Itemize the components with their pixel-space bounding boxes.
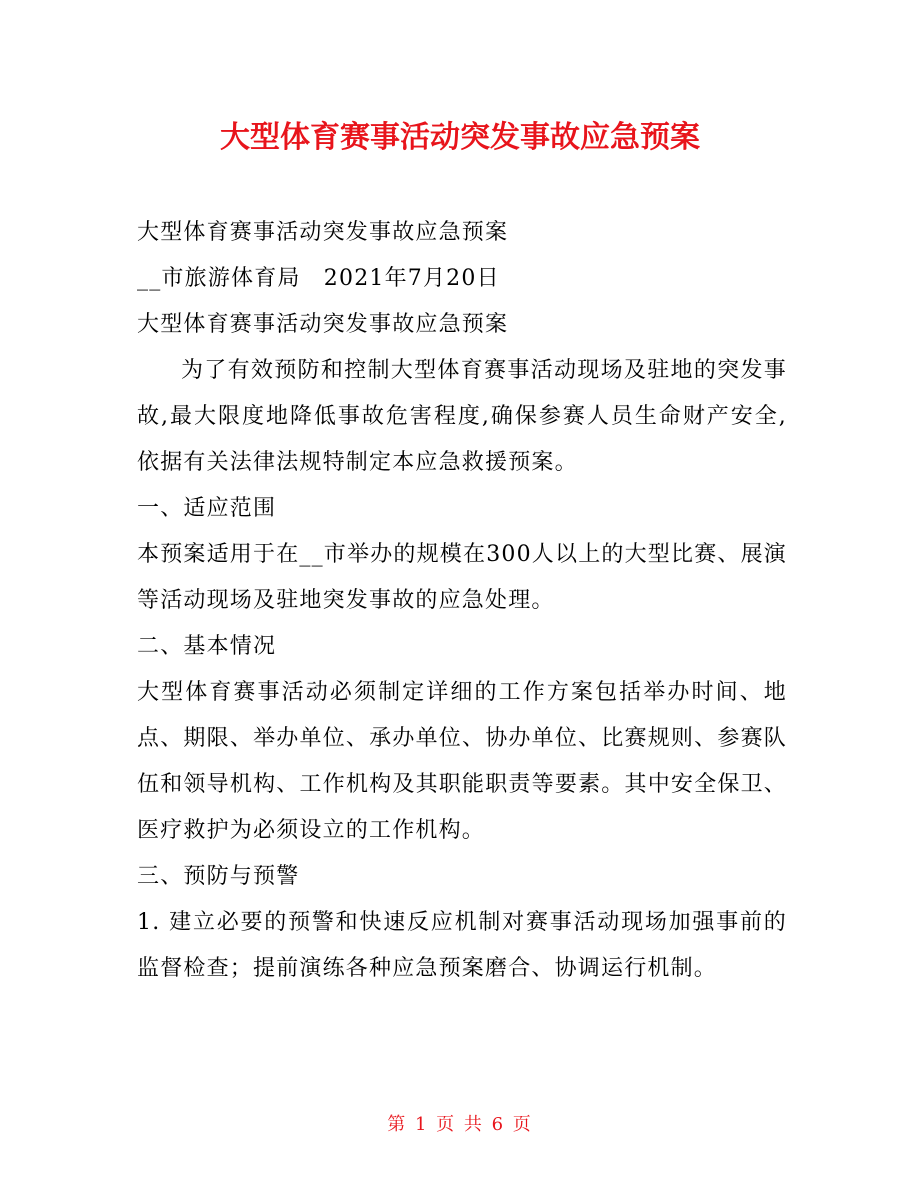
section-heading-scope: 一、适应范围 — [137, 496, 277, 521]
document-body — [137, 210, 787, 992]
intro-paragraph: 为了有效预防和控制大型体育赛事活动现场及驻地的突发事故,最大限度地降低事故危害程度,确保参赛人员生命财产安全,依据有关法律法规特制定本应急救援预案。 — [137, 358, 787, 475]
section-body-scope: 本预案适用于在__市举办的规模在300人以上的大型比赛、展演等活动现场及驻地突发事故的应急处理。 — [137, 542, 787, 613]
page-footer — [0, 1112, 920, 1138]
subtitle-line-repeat: 大型体育赛事活动突发事故应急预案 — [137, 312, 509, 337]
section-heading-prevention: 三、预防与预警 — [137, 864, 300, 889]
page-number-label: 第 1 页 共 6 页 — [387, 1114, 533, 1135]
section-heading-basics: 二、基本情况 — [137, 634, 277, 659]
section-item-prevention-1: 1. 建立必要的预警和快速反应机制对赛事活动现场加强事前的监督检查；提前演练各种应急预案磨合、协调运行机制。 — [137, 910, 787, 981]
document-title: 大型体育赛事活动突发事故应急预案 — [220, 120, 700, 155]
section-body-basics: 大型体育赛事活动必须制定详细的工作方案包括举办时间、地点、期限、举办单位、承办单位、协办单位、比赛规则、参赛队伍和领导机构、工作机构及其职能职责等要素。其中安全保卫、医疗救护为必须设立的工作机构。 — [137, 680, 787, 843]
issuer-date-line: __市旅游体育局 2021年7月20日 — [137, 266, 500, 291]
subtitle-line: 大型体育赛事活动突发事故应急预案 — [137, 220, 509, 245]
